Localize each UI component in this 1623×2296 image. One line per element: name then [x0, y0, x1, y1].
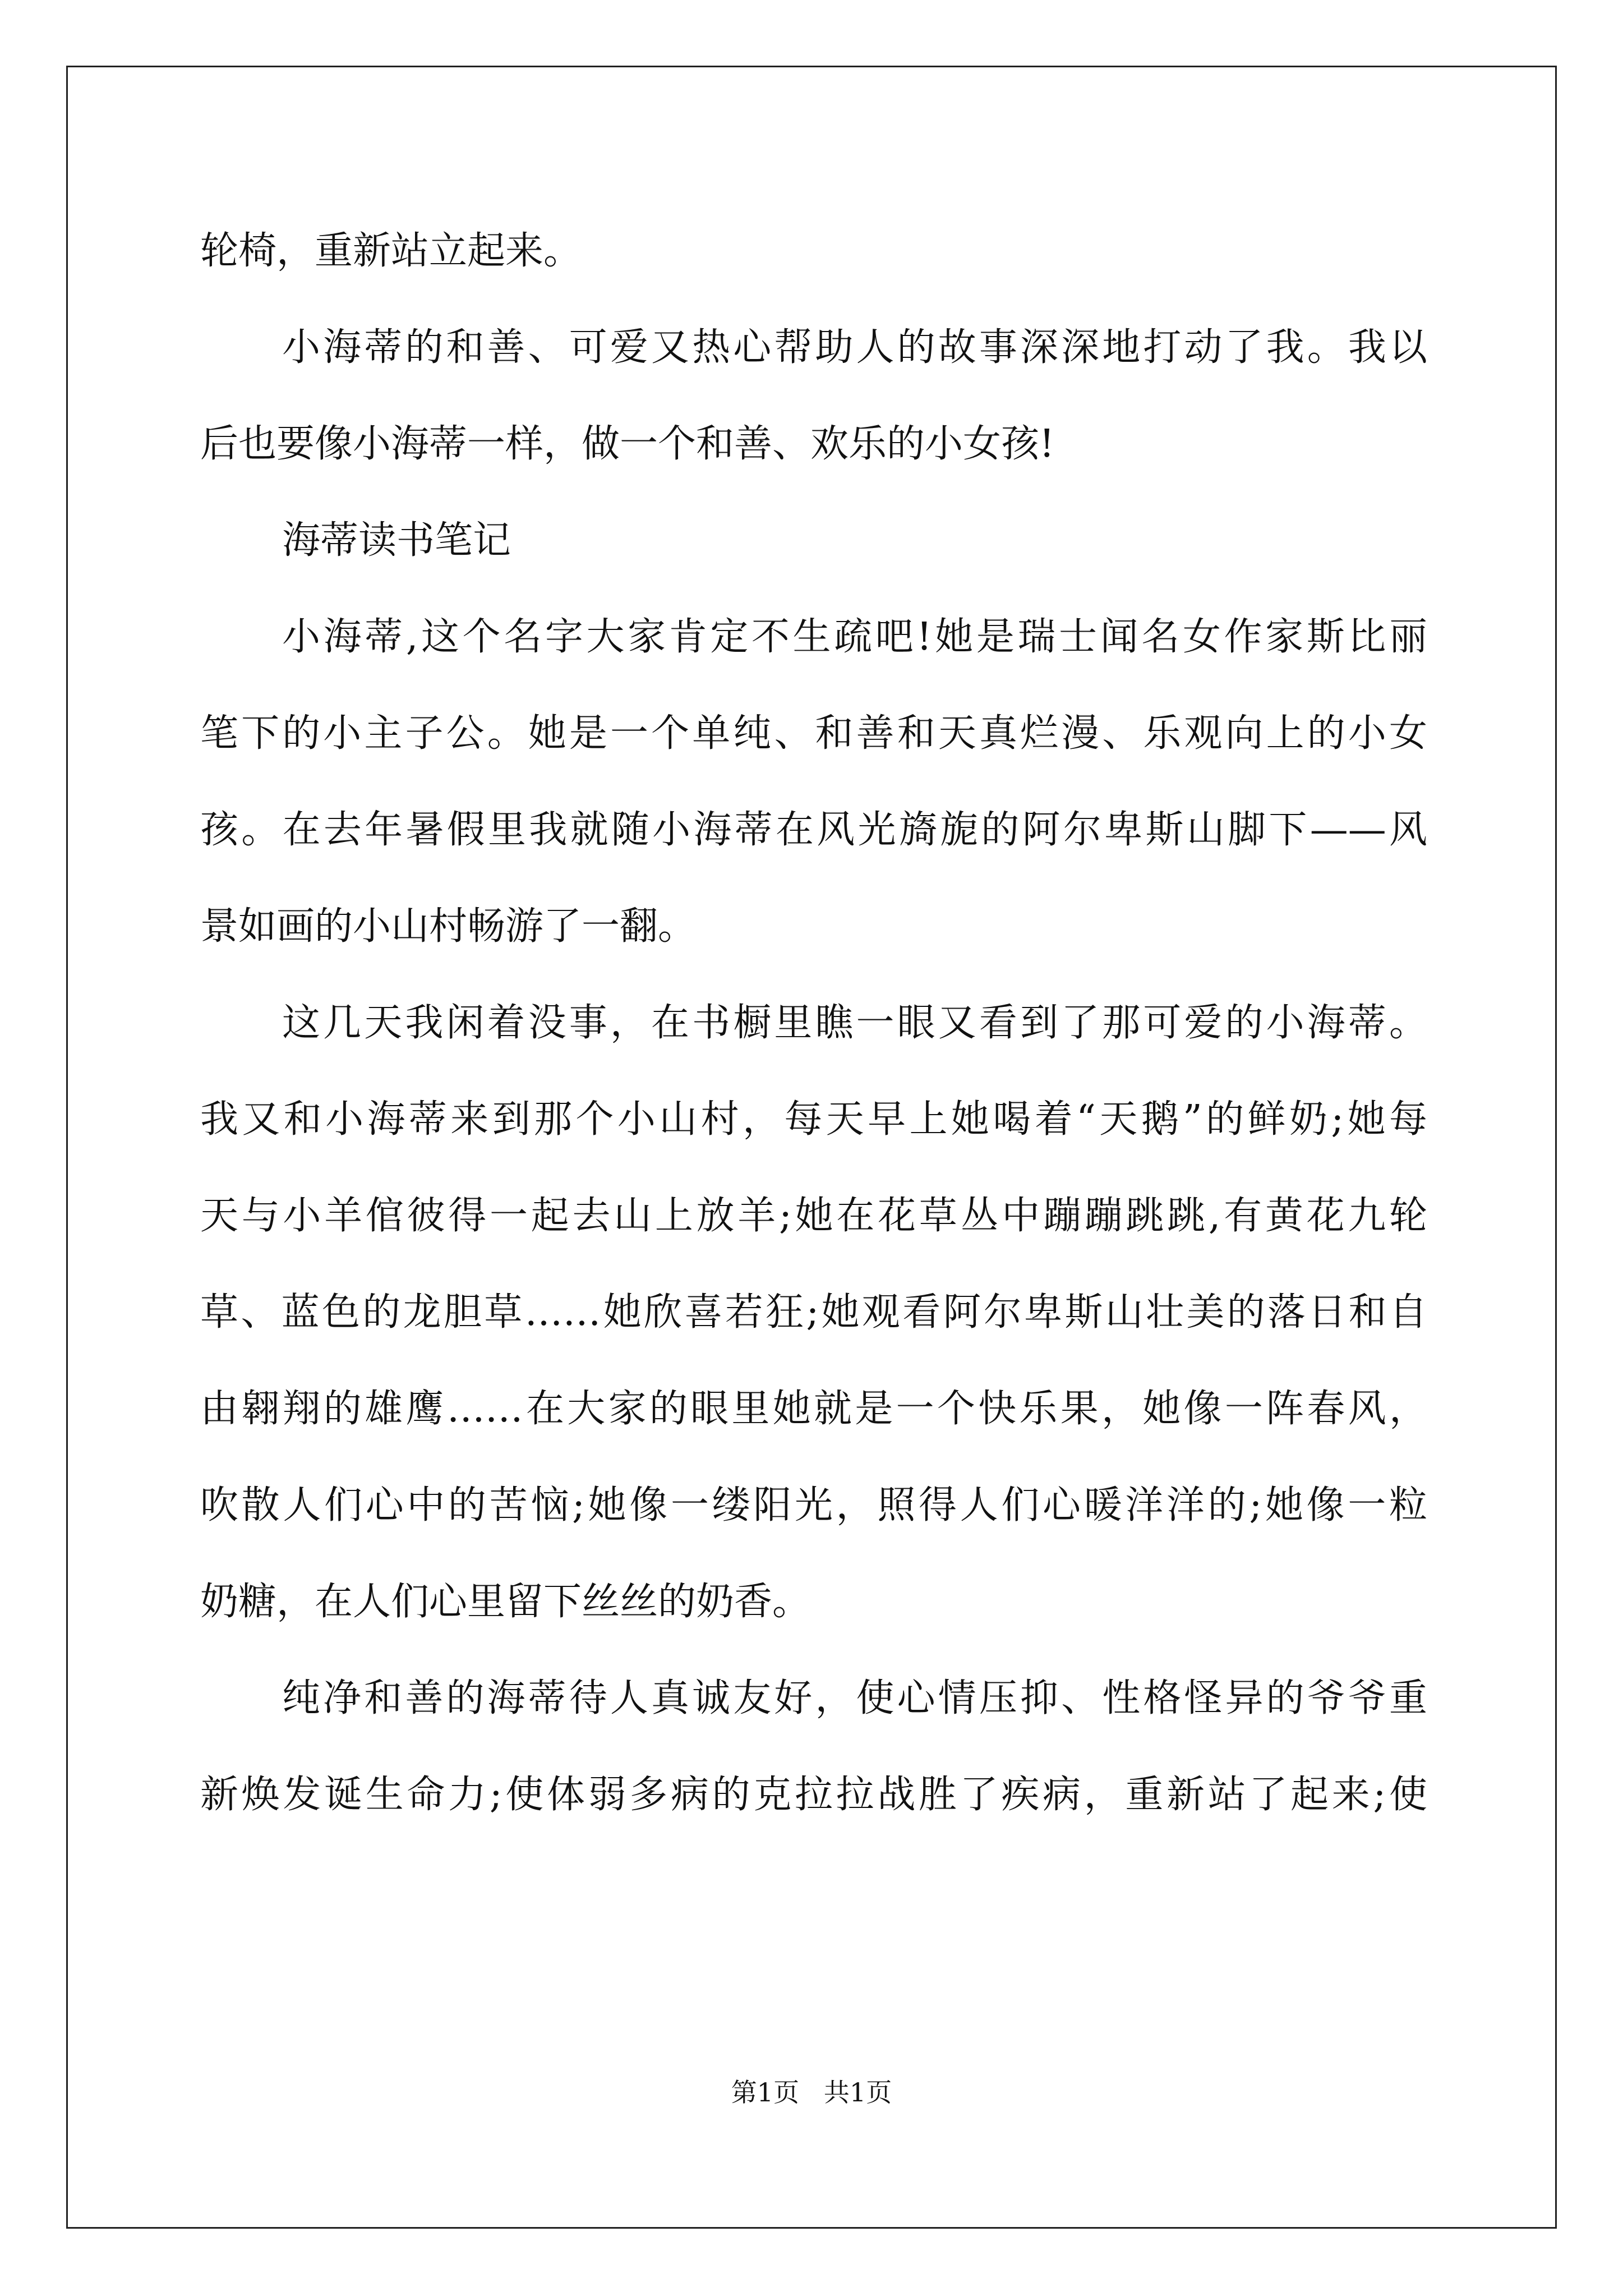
- text-line: 奶糖，在人们心里留下丝丝的奶香。: [200, 1580, 811, 1624]
- document-body: [200, 203, 1427, 1843]
- text-line: 我又和小海蒂来到那个小山村，每天早上她喝着“天鹅”的鲜奶;她每: [200, 1097, 1427, 1142]
- text-line: 草、蓝色的龙胆草……她欣喜若狂;她观看阿尔卑斯山壮美的落日和自: [200, 1290, 1427, 1335]
- text-line: 这几天我闲着没事，在书橱里瞧一眼又看到了那可爱的小海蒂。: [282, 1001, 1427, 1045]
- text-line: 由翱翔的雄鹰……在大家的眼里她就是一个快乐果，她像一阵春风，: [200, 1387, 1427, 1431]
- text-line: 笔下的小主子公。她是一个单纯、和善和天真烂漫、乐观向上的小女: [200, 711, 1427, 756]
- text-line: 轮椅，重新站立起来。: [200, 229, 582, 273]
- page-footer: 第1页 共1页: [731, 2077, 892, 2108]
- text-line: 小海蒂,这个名字大家肯定不生疏吧!她是瑞士闻名女作家斯比丽: [282, 615, 1427, 659]
- text-line: 孩。在去年暑假里我就随小海蒂在风光旖旎的阿尔卑斯山脚下——风: [200, 808, 1427, 852]
- text-line: 吹散人们心中的苦恼;她像一缕阳光，照得人们心暖洋洋的;她像一粒: [200, 1483, 1427, 1527]
- text-line: 天与小羊倌彼得一起去山上放羊;她在花草丛中蹦蹦跳跳,有黄花九轮: [200, 1194, 1427, 1238]
- text-line: 纯净和善的海蒂待人真诚友好，使心情压抑、性格怪异的爷爷重: [282, 1676, 1427, 1720]
- text-line: 后也要像小海蒂一样，做一个和善、欢乐的小女孩!: [200, 422, 1055, 466]
- text-line: 新焕发诞生命力;使体弱多病的克拉拉战胜了疾病，重新站了起来;使: [200, 1773, 1427, 1817]
- section-heading: 海蒂读书笔记: [282, 518, 511, 563]
- text-line: 小海蒂的和善、可爱又热心帮助人的故事深深地打动了我。我以: [282, 325, 1427, 370]
- text-line: 景如画的小山村畅游了一翻。: [200, 904, 697, 949]
